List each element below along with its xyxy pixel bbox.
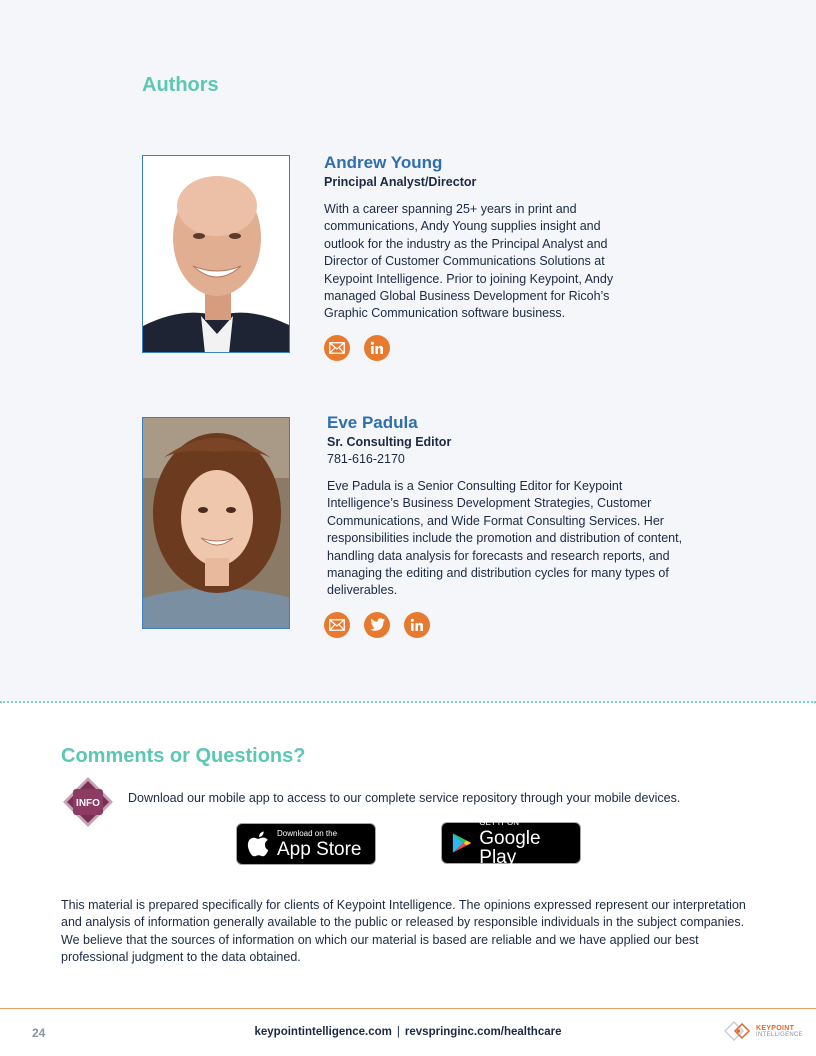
author-bio: Eve Padula is a Senior Consulting Editor for Keypoint Intelligence’s Business Development Strategies, Customer Communications, and Wide Format Consulting Services. Her responsibilities include the promotion and distribution of content, handling data analysis for forecasts and research reports, and managing the editing and distribution cycles for many types of deliverables.	[327, 479, 683, 598]
email-icon[interactable]	[324, 335, 350, 361]
author-andrew-young	[324, 152, 644, 361]
google-play-button[interactable]	[441, 818, 581, 868]
app-store-button[interactable]	[236, 823, 376, 865]
app-store-big-text: App Store	[277, 838, 362, 860]
author-eve-padula	[327, 412, 687, 638]
page-number: 24	[32, 1026, 46, 1040]
linkedin-icon[interactable]	[364, 335, 390, 361]
author-role: Principal Analyst/Director	[324, 175, 477, 189]
author-phone: 781-616-2170	[327, 452, 405, 466]
contact-icons	[324, 335, 644, 361]
author-name: Andrew Young	[324, 153, 443, 172]
author-name: Eve Padula	[327, 413, 418, 432]
comments-heading: Comments or Questions?	[61, 745, 306, 767]
logo-text-bottom: INTELLIGENCE	[756, 1031, 803, 1038]
footer-divider	[0, 1008, 816, 1009]
info-center-app-icon	[63, 777, 113, 827]
app-badge-label: INFO	[76, 798, 100, 809]
revspring-website-link[interactable]: revspringinc.com/healthcare	[404, 1026, 562, 1038]
google-play-icon	[452, 831, 471, 855]
andrew-young-photo	[142, 155, 290, 353]
eve-padula-photo	[142, 417, 290, 629]
keypoint-website-link[interactable]: keypointintelligence.com	[254, 1026, 392, 1038]
download-app-text: Download our mobile app to access to our complete service repository through your mobile devices.	[128, 791, 681, 805]
logo-text-top: KEYPOINT	[756, 1024, 795, 1032]
disclaimer-text: This material is prepared specifically for clients of Keypoint Intelligence. The opinions expressed represent our interpretation and analysis of information generally available to the public or released by responsible individuals in the subject companies. We believe that the sources of information on which our material is based are reliable and we have applied our best professional judgment to the data obtained.	[61, 898, 746, 965]
author-bio: With a career spanning 25+ years in print and communications, Andy Young supplies insight and outlook for the industry as the Principal Analyst and Director of Customer Communications Solutions at Keypoint Intelligence. Prior to joining Keypoint, Andy managed Global Business Development for Ricoh’s Graphic Communication software business.	[324, 202, 614, 321]
google-play-big-text: Google Play	[479, 828, 541, 868]
keypoint-logo	[724, 1021, 803, 1041]
keypoint-logo-icon	[724, 1021, 752, 1041]
app-store-small-text: Download on the	[277, 828, 338, 838]
email-icon[interactable]	[324, 612, 350, 638]
google-play-small-text: GET IT ON	[479, 818, 519, 827]
contact-icons	[324, 612, 687, 638]
footer-links	[0, 1026, 816, 1038]
footer-separator: |	[396, 1026, 400, 1038]
author-role: Sr. Consulting Editor	[327, 435, 452, 449]
authors-heading: Authors	[142, 74, 219, 96]
apple-icon	[247, 831, 269, 857]
twitter-icon[interactable]	[364, 612, 390, 638]
linkedin-icon[interactable]	[404, 612, 430, 638]
